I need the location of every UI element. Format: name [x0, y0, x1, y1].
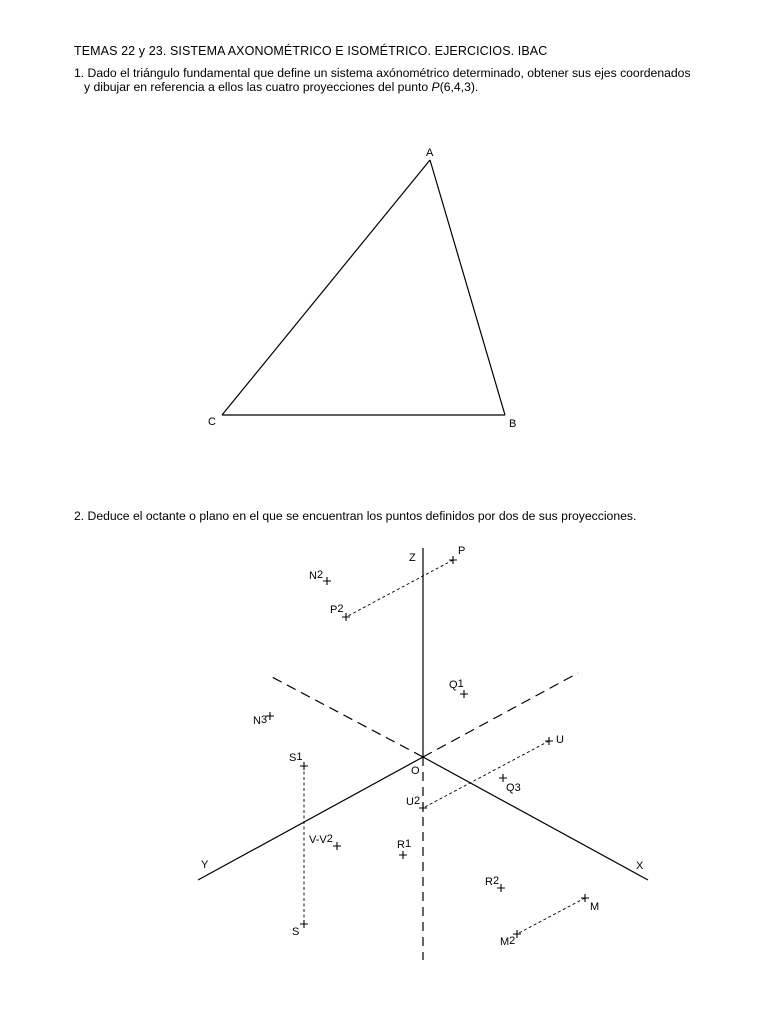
point-n3-letter: N: [253, 715, 261, 727]
m-projection-line: [517, 898, 585, 934]
point-n3-subscript: 3: [260, 714, 268, 726]
point-q3-letter: Q: [506, 782, 515, 794]
point-r2-subscript: 2: [492, 875, 500, 887]
y-axis: [198, 757, 423, 880]
point-q3-label: [506, 782, 521, 794]
point-q1-subscript: 1: [457, 678, 464, 690]
point-s-marker: [300, 920, 308, 928]
point-u2-label: [406, 795, 420, 808]
triangle-side-ab: [430, 160, 505, 415]
point-m-label: M: [590, 901, 600, 913]
p-projection-line: [346, 560, 453, 617]
exercise-2-statement: 2. Deduce el octante o plano en el que se encuentran los puntos definidos por dos de sus proyecciones.: [74, 509, 637, 523]
point-p2-letter: P: [330, 604, 338, 616]
exercise-1-point-coords: (6,4,3).: [439, 80, 479, 94]
point-n2-letter: N: [309, 570, 317, 582]
exercise-1-line-1: 1. Dado el triángulo fundamental que define un sistema axónométrico determinado, obtener sus ejes coordenados: [74, 66, 691, 80]
x-axis-label: X: [636, 860, 644, 872]
point-p2-label: [330, 603, 343, 616]
point-m2-label: [500, 935, 515, 948]
point-u2-letter: U: [406, 796, 414, 808]
page-title: TEMAS 22 y 23. SISTEMA AXONOMÉTRICO E ISOMÉTRICO. EJERCICIOS. IBAC: [74, 44, 548, 58]
point-n2-subscript: 2: [316, 569, 324, 581]
x-axis: [423, 757, 648, 880]
point-n2-marker: [323, 577, 331, 585]
point-q1-label: [449, 678, 464, 691]
point-n2-label: [309, 569, 323, 582]
point-s1-marker: [300, 762, 308, 770]
exercise-1-point-name: P: [431, 80, 440, 94]
point-vv2-letter: V-V: [309, 834, 327, 846]
z-axis-label: Z: [409, 552, 416, 564]
point-r1-marker: [399, 851, 407, 859]
u-projection-line: [423, 741, 549, 808]
point-r1-letter: R: [397, 839, 405, 851]
point-s1-subscript: 1: [296, 751, 303, 763]
point-m2-subscript: 2: [509, 935, 516, 947]
point-r1-label: [397, 838, 411, 851]
fundamental-triangle: [222, 160, 505, 415]
origin-label: O: [411, 765, 420, 777]
point-vv2-marker: [333, 842, 341, 850]
point-s1-label: [289, 751, 302, 764]
point-p2-subscript: 2: [337, 603, 344, 615]
point-q3-marker: [499, 774, 507, 782]
point-n3-label: [253, 714, 267, 727]
point-u2-subscript: 2: [413, 795, 421, 807]
point-q1-marker: [460, 690, 468, 698]
point-s-label: S: [292, 926, 300, 938]
exercise-1-line-2-text: y dibujar en referencia a ellos las cuatro proyecciones del punto: [84, 80, 432, 94]
axes-group: [198, 548, 648, 960]
point-q1-letter: Q: [449, 679, 458, 691]
triangle-side-ca: [222, 160, 430, 415]
point-m2-letter: M: [500, 936, 510, 948]
point-s1-letter: S: [289, 752, 297, 764]
y-axis-negative: [423, 673, 578, 757]
point-u-marker: [545, 737, 553, 745]
point-p-marker: [449, 556, 457, 564]
point-r2-letter: R: [485, 876, 493, 888]
point-vv2-subscript: 2: [326, 833, 333, 845]
point-markers: [266, 556, 589, 938]
point-r1-subscript: 1: [404, 838, 412, 850]
point-vv2-label: [309, 833, 333, 846]
point-n3-marker: [266, 712, 274, 720]
point-m-marker: [581, 894, 589, 902]
point-p-label: P: [458, 545, 466, 557]
point-q3-subscript: 3: [514, 782, 521, 794]
vertex-c-label: C: [208, 416, 216, 428]
point-u-label: U: [556, 734, 564, 746]
point-r2-label: [485, 875, 499, 888]
y-axis-label: Y: [201, 859, 209, 871]
point-u2-marker: [419, 804, 427, 812]
vertex-a-label: A: [426, 147, 434, 159]
x-axis-negative: [270, 676, 423, 757]
vertex-b-label: B: [509, 418, 517, 430]
